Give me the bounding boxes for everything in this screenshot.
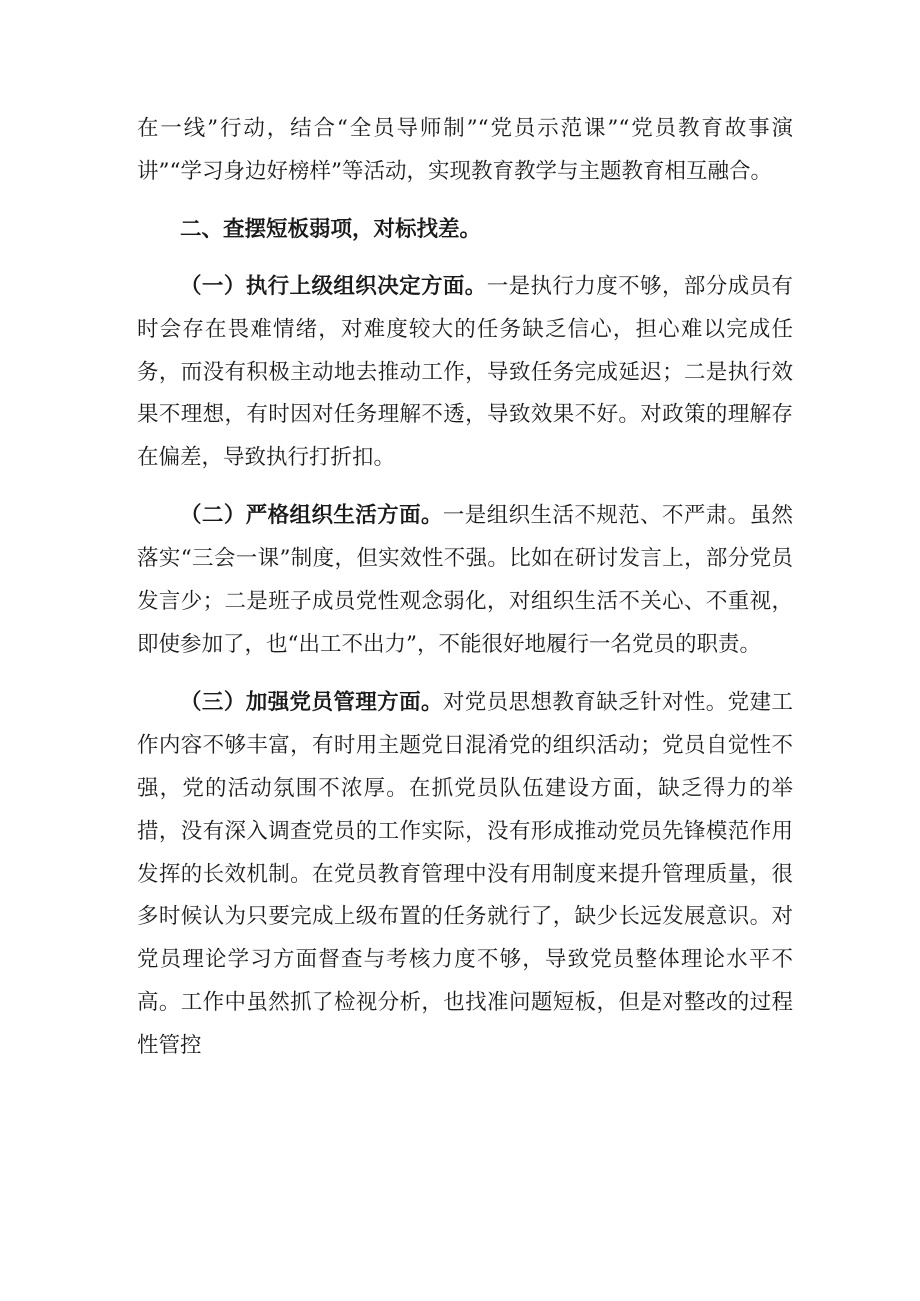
item-body-2: 一是组织生活不规范、不严肃。虽然落实“三会一课”制度，但实效性不强。比如在研讨发言上，部分党员发言少；二是班子成员党性观念弱化，对组织生活不关心、不重视，即使参加了，也“出工不出力”，不能很好地履行一名党员的职责。 (137, 503, 793, 657)
section-heading: 二、查摆短板弱项，对标找差。 (180, 216, 482, 242)
item-paragraph-1 (137, 266, 793, 481)
item-paragraph-2 (137, 495, 793, 667)
document-page (137, 108, 793, 1068)
item-title-1: （一）执行上级组织决定方面。 (180, 273, 487, 299)
item-title-3: （三）加强党员管理方面。 (180, 689, 443, 715)
item-body-1: 一是执行力度不够，部分成员有时会存在畏难情绪，对难度较大的任务缺乏信心，担心难以完成任务，而没有积极主动地去推动工作，导致任务完成延迟；二是执行效果不理想，有时因对任务理解不透，导致效果不好。对政策的理解存在偏差，导致执行打折扣。 (137, 273, 793, 471)
item-paragraph-3 (137, 682, 793, 1068)
continuation-paragraph: 在一线”行动，结合“全员导师制”“党员示范课”“党员教育故事演讲”“学习身边好榜样”等活动，实现教育教学与主题教育相互融合。 (137, 116, 793, 184)
item-title-2: （二）严格组织生活方面。 (180, 503, 443, 529)
item-body-3: 对党员思想教育缺乏针对性。党建工作内容不够丰富，有时用主题党日混淆党的组织活动；党员自觉性不强，党的活动氛围不浓厚。在抓党员队伍建设方面，缺乏得力的举措，没有深入调查党员的工作实际，没有形成推动党员先锋模范作用发挥的长效机制。在党员教育管理中没有用制度来提升管理质量，很多时候认为只要完成上级布置的任务就行了，缺少长远发展意识。对党员理论学习方面督查与考核力度不够，导致党员整体理论水平不高。工作中虽然抓了检视分析，也找准问题短板，但是对整改的过程性管控 (137, 689, 793, 1059)
